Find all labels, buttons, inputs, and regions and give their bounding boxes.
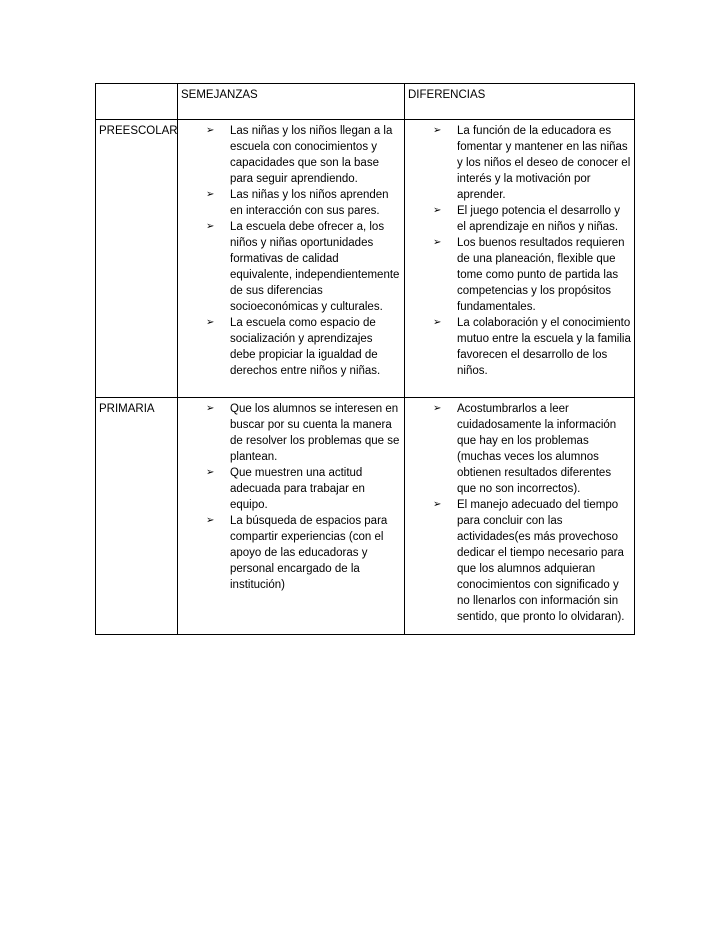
arrowhead-bullet-icon: ➢ — [206, 221, 215, 232]
list-item-text: El manejo adecuado del tiempo para concluir con las actividades(es más provechoso dedicar el tiempo necesario para que los alumnos adquieran conocimientos con significado y no llenarlos con información sin sentido, que pronto lo olvidaran). — [457, 499, 625, 623]
list-item — [433, 401, 631, 497]
list-item — [206, 219, 401, 315]
arrowhead-bullet-icon: ➢ — [206, 467, 215, 478]
list-item-text: La escuela debe ofrecer a, los niños y niñas oportunidades formativas de calidad equivalente, independientemente de sus diferencias socioeconómicas y culturales. — [230, 221, 400, 313]
list-item — [433, 497, 631, 625]
list-item — [433, 235, 631, 315]
comparison-table — [95, 83, 635, 635]
arrowhead-bullet-icon: ➢ — [206, 189, 215, 200]
list-item-text: Acostumbrarlos a leer cuidadosamente la información que hay en los problemas (muchas veces los alumnos obtienen resultados diferentes que no son incorrectos). — [457, 403, 617, 495]
semejanzas-list — [181, 401, 401, 593]
arrowhead-bullet-icon: ➢ — [433, 205, 442, 216]
semejanzas-cell — [178, 120, 405, 398]
table-row-preescolar — [96, 120, 635, 398]
header-cell-semejanzas: SEMEJANZAS — [178, 84, 405, 120]
list-item-text: El juego potencia el desarrollo y el aprendizaje en niños y niñas. — [457, 205, 621, 233]
arrowhead-bullet-icon: ➢ — [206, 317, 215, 328]
arrowhead-bullet-icon: ➢ — [433, 237, 442, 248]
list-item — [206, 465, 401, 513]
arrowhead-bullet-icon: ➢ — [433, 125, 442, 136]
diferencias-list — [408, 401, 631, 625]
list-item — [206, 187, 401, 219]
list-item — [433, 123, 631, 203]
arrowhead-bullet-icon: ➢ — [206, 403, 215, 414]
list-item — [433, 315, 631, 379]
diferencias-cell — [405, 398, 635, 635]
list-item — [206, 401, 401, 465]
header-cell-empty — [96, 84, 178, 120]
list-item-text: La escuela como espacio de socialización y aprendizajes debe propiciar la igualdad de derechos entre niños y niñas. — [230, 317, 381, 377]
arrowhead-bullet-icon: ➢ — [206, 125, 215, 136]
row-label: PRIMARIA — [99, 403, 155, 415]
list-item-text: Las niñas y los niños aprenden en interacción con sus pares. — [230, 189, 389, 217]
list-item-text: La función de la educadora es fomentar y mantener en las niñas y los niños el deseo de conocer el interés y la motivación por aprender. — [457, 125, 631, 201]
semejanzas-list — [181, 123, 401, 379]
row-label: PREESCOLAR — [99, 125, 178, 137]
arrowhead-bullet-icon: ➢ — [433, 499, 442, 510]
list-item — [206, 513, 401, 593]
list-item — [206, 315, 401, 379]
list-item-text: La búsqueda de espacios para compartir experiencias (con el apoyo de las educadoras y personal encargado de la institución) — [230, 515, 388, 591]
list-item-text: Los buenos resultados requieren de una planeación, flexible que tome como punto de partida las competencias y los propósitos fundamentales. — [457, 237, 625, 313]
row-label-cell — [96, 120, 178, 398]
row-label-cell — [96, 398, 178, 635]
list-item-text: Que muestren una actitud adecuada para trabajar en equipo. — [230, 467, 365, 511]
header-cell-diferencias: DIFERENCIAS — [405, 84, 635, 120]
header-row — [96, 84, 635, 120]
arrowhead-bullet-icon: ➢ — [433, 403, 442, 414]
list-item — [206, 123, 401, 187]
list-item-text: Que los alumnos se interesen en buscar por su cuenta la manera de resolver los problemas que se plantean. — [230, 403, 400, 463]
semejanzas-cell — [178, 398, 405, 635]
arrowhead-bullet-icon: ➢ — [433, 317, 442, 328]
list-item-text: Las niñas y los niños llegan a la escuela con conocimientos y capacidades que son la base para seguir aprendiendo. — [230, 125, 393, 185]
table-row-primaria — [96, 398, 635, 635]
list-item — [433, 203, 631, 235]
diferencias-list — [408, 123, 631, 379]
list-item-text: La colaboración y el conocimiento mutuo entre la escuela y la familia favorecen el desarrollo de los niños. — [457, 317, 631, 377]
arrowhead-bullet-icon: ➢ — [206, 515, 215, 526]
diferencias-cell — [405, 120, 635, 398]
